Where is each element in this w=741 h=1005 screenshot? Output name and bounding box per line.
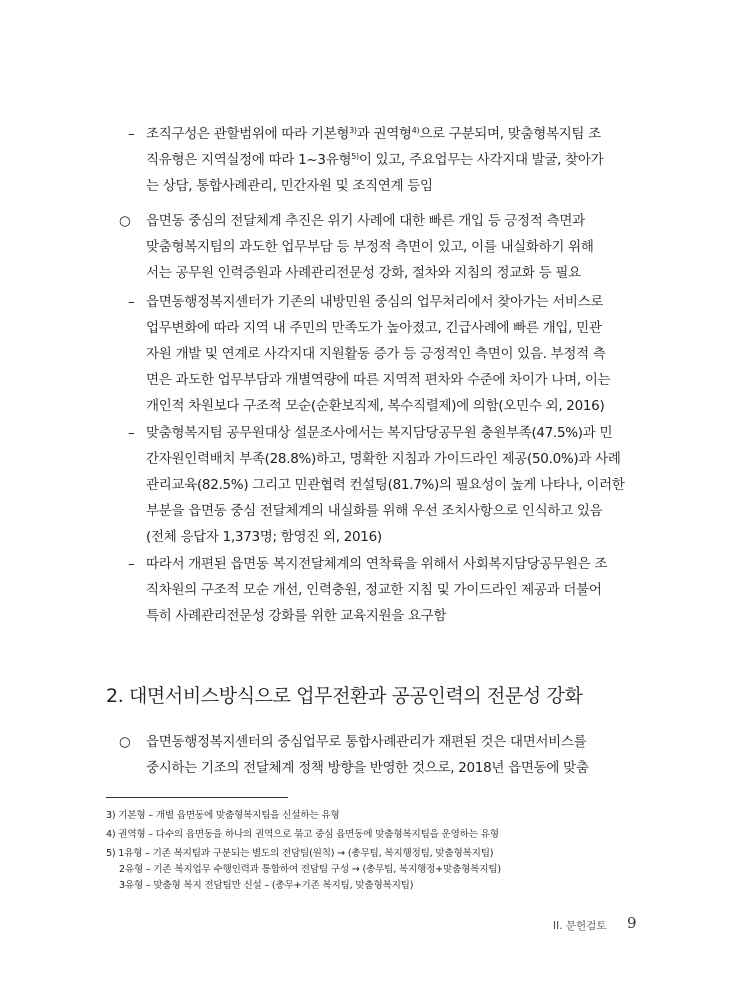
text-line: 중시하는 기조의 전달체계 정책 방향을 반영한 것으로, 2018년 읍면동에 맞춤 xyxy=(146,760,589,776)
dash-bullet: – xyxy=(128,556,135,572)
text-line: 서는 공무원 인력증원과 사례관리전문성 강화, 절차와 지침의 정교화 등 필요 xyxy=(146,265,581,281)
running-footer-section: II. 문헌검토 xyxy=(553,920,607,932)
footnote-ref[interactable]: 3) xyxy=(349,126,357,135)
text-line: 관리교육(82.5%) 그리고 민관협력 컨설팅(81.7%)의 필요성이 높게 나타나, 이러한 xyxy=(146,477,625,493)
circle-bullet: ○ xyxy=(119,734,131,750)
text-line: 업무변화에 따라 지역 내 주민의 만족도가 높아졌고, 긴급사례에 빠른 개입, 민관 xyxy=(146,320,602,336)
text-line: 는 상담, 통합사례관리, 민간자원 및 조직연계 등임 xyxy=(146,178,433,194)
footnote-divider xyxy=(106,797,288,798)
text-line: 직유형은 지역실정에 따라 1~3유형$^{5)}$이 있고, 주요업무는 사각지대 발굴, 찾아가 xyxy=(146,152,604,168)
text-line: 읍면동 중심의 전달체계 추진은 위기 사례에 대한 빠른 개입 등 긍정적 측면과 xyxy=(146,213,585,229)
text-line: 따라서 개편된 읍면동 복지전달체계의 연착륙을 위해서 사회복지담당공무원은 조 xyxy=(146,556,608,572)
text-line: 부분을 읍면동 중심 전달체계의 내실화를 위해 우선 조치사항으로 인식하고 있음 xyxy=(146,503,603,519)
text-line: 읍면동행정복지센터의 중심업무로 통합사례관리가 재편된 것은 대면서비스를 xyxy=(146,734,587,750)
text-line: (전체 응답자 1,373명; 함영진 외, 2016) xyxy=(146,529,382,545)
footnote-ref[interactable]: 4) xyxy=(411,126,420,135)
footnote-3: 3) 기본형 – 개별 읍면동에 맞춤형복지팀을 신설하는 유형 xyxy=(106,810,340,821)
dash-bullet: – xyxy=(128,294,135,310)
dash-bullet: – xyxy=(128,126,135,142)
text-line: 조직구성은 관할범위에 따라 기본형$^{3)}$과 권역형$^{4)}$으로 구분되며, 맞춤형복지팀 조 xyxy=(146,126,601,142)
text-line: 특히 사례관리전문성 강화를 위한 교육지원을 요구함 xyxy=(146,608,447,624)
text-line: 직차원의 구조적 모순 개선, 인력충원, 정교한 지침 및 가이드라인 제공과 더불어 xyxy=(146,582,602,598)
text-line: 면은 과도한 업무부담과 개별역량에 따른 지역적 편차와 수준에 차이가 나며, 이는 xyxy=(146,372,611,388)
text-line: 간자원인력배치 부족(28.8%)하고, 명확한 지침과 가이드라인 제공(50.0%)과 사례 xyxy=(146,451,621,467)
text-line: 맞춤형복지팀 공무원대상 설문조사에서는 복지담당공무원 충원부족(47.5%)과 민 xyxy=(146,425,613,441)
text-line: 맞춤형복지팀의 과도한 업무부담 등 부정적 측면이 있고, 이를 내실화하기 위해 xyxy=(146,239,594,255)
dash-bullet: – xyxy=(128,425,135,441)
page-number: 9 xyxy=(627,914,637,932)
section-heading: 2. 대면서비스방식으로 업무전환과 공공인력의 전문성 강화 xyxy=(106,685,583,707)
text-line: 자원 개발 및 연계로 사각지대 지원활동 증가 등 긍정적인 측면이 있음. 부정적 측 xyxy=(146,346,606,362)
footnote-5-line-2: 2유형 – 기존 복지업무 수행인력과 통합하여 전담팀 구성 → (총무팀, 복지행정+맞춤형복지팀) xyxy=(119,864,501,875)
footnote-4: 4) 권역형 – 다수의 읍면동을 하나의 권역으로 묶고 중심 읍면동에 맞춤형복지팀을 운영하는 유형 xyxy=(106,829,499,840)
text-line: 읍면동행정복지센터가 기존의 내방민원 중심의 업무처리에서 찾아가는 서비스로 xyxy=(146,294,604,310)
circle-bullet: ○ xyxy=(119,213,131,229)
footnote-5-line-3: 3유형 – 맞춤형 복지 전담팀만 신설 – (총무+기존 복지팀, 맞춤형복지팀) xyxy=(119,880,414,891)
footnote-5-line-1: 5) 1유형 – 기존 복지팀과 구분되는 별도의 전담팀(원칙) → (총무팀, 복지행정팀, 맞춤형복지팀) xyxy=(106,848,494,859)
text-line: 개인적 차원보다 구조적 모순(순환보직제, 복수직렬제)에 의함(오민수 외, 2016) xyxy=(146,398,605,414)
footnote-ref[interactable]: 5) xyxy=(351,152,359,161)
